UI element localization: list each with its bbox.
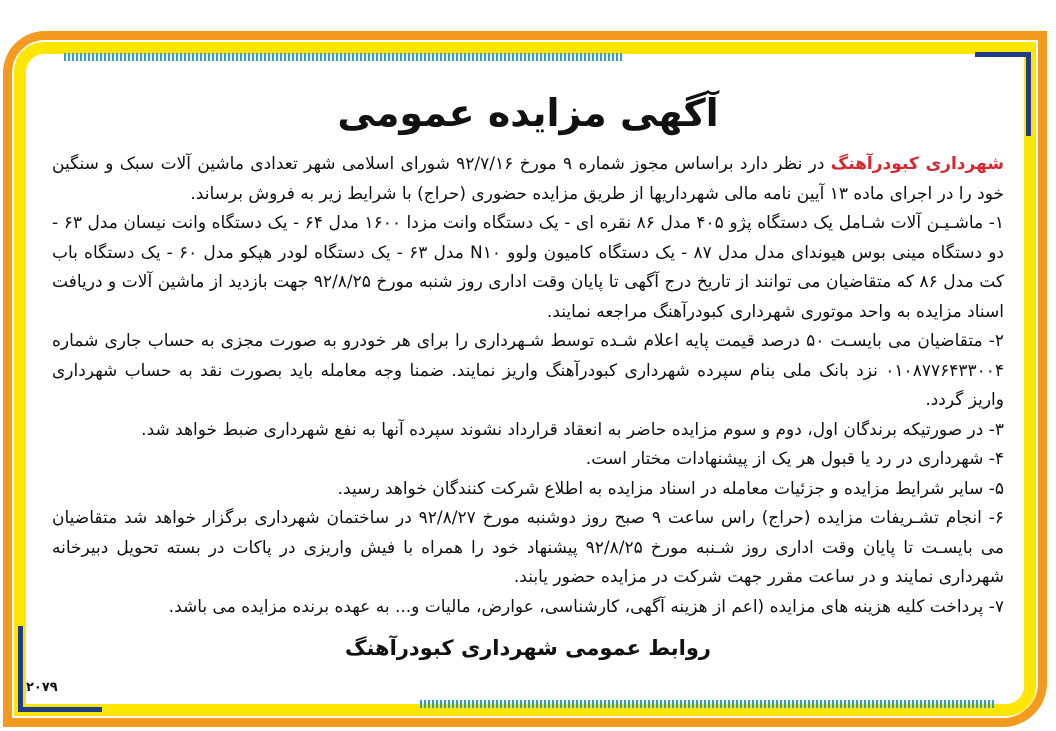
condition-item-5: ۵- سایر شرایط مزایده و جزئیات معامله در اسناد مزایده به اطلاع شرکت کنندگان خواهد رسید. xyxy=(337,478,1004,499)
signature: روابط عمومی شهرداری کبودرآهنگ xyxy=(344,636,712,660)
condition-item-4: ۴- شهرداری در رد یا قبول هر یک از پیشنهادات مختار است. xyxy=(585,449,1004,469)
condition-item-1: ۱- ماشـیـن آلات شـامل یک دستگاه پژو ۴۰۵ مدل ۸۶ نقره ای - یک دستگاه وانت مزدا ۱۶۰۰ مدل ۶۴ - یک دستگاه وانت نیسان مدل ۶۳ - دو دستگاه مینی بوس هیوندای مدل مدل ۸۷ - یک دستگاه کامیون ولوو N۱۰ مدل ۶۳ - یک دستگاه لودر هپکو مدل ۶۰ - یک دستگاه باب کت مدل ۸۶ که متقاضیان می توانند از تاریخ درج آگهی تا پایان وقت اداری روز شنبه مورخ ۹۲/۸/۲۵ جهت بازدید از ماشین آلات و دریافت اسناد مزایده به واحد موتوری شهرداری کبودرآهنگ مراجعه نمایند. xyxy=(52,213,1005,322)
notice-title: آگهی مزایده عمومی xyxy=(337,91,719,135)
municipality-name: شهرداری کبودرآهنگ xyxy=(830,154,1005,174)
condition-item-2: ۲- متقاضیان می بایسـت ۵۰ درصد قیمت پایه اعلام شـده توسط شـهرداری را برای هر خودرو به صورت مجزی به حساب جاری شماره ۰۱۰۸۷۷۶۴۳۳۰۰۴ نزد بانک ملی بنام سپرده شهرداری کبودرآهنگ واریز نمایند. ضمنا وجه معامله باید بصورت نقد به حساب شهرداری واریز گردد. xyxy=(52,331,1004,410)
intro-paragraph xyxy=(52,150,1004,209)
condition-item-3: ۳- در صورتیکه برندگان اول، دوم و سوم مزایده حاضر به انعقاد قرارداد نشوند سپرده آنها به نفع شهرداری ضبط خواهد شد. xyxy=(141,419,1004,440)
condition-item-7: ۷- پرداخت کلیه هزینه های مزایده (اعم از هزینه آگهی، کارشناسی، عوارض، مالیات و... به عهده برنده مزایده می باشد. xyxy=(168,596,1004,617)
top-hatch-decoration xyxy=(64,53,624,61)
condition-item-6: ۶- انجام تشـریفات مزایده (حراج) راس ساعت ۹ صبح روز دوشنبه مورخ ۹۲/۸/۲۷ در ساختمان شهرداری برگزار خواهد شد متقاضیان می بایسـت تا پایان وقت اداری روز شـنبه مورخ ۹۲/۸/۲۵ پیشنهاد خود را همراه با فیش واریزی در پاکات در بسته تحویل دبیرخانه شهرداری نمایند و در ساعت مقرر جهت شرکت در مزایده حضور یابند. xyxy=(52,508,1004,587)
notice-body xyxy=(52,82,1004,688)
ad-code: ۲۰۷۹ xyxy=(26,680,58,695)
intro-text: در نظر دارد براساس مجوز شماره ۹ مورخ ۹۲/۷/۱۶ شورای اسلامی شهر تعدادی ماشین آلات سبک و سنگین خود را در اجرای ماده ۱۳ آیین نامه مالی شهرداریها از طریق مزایده حضوری (حراج) با شرایط زیر به فروش برساند. xyxy=(52,154,1004,204)
bottom-hatch-decoration xyxy=(420,700,995,708)
